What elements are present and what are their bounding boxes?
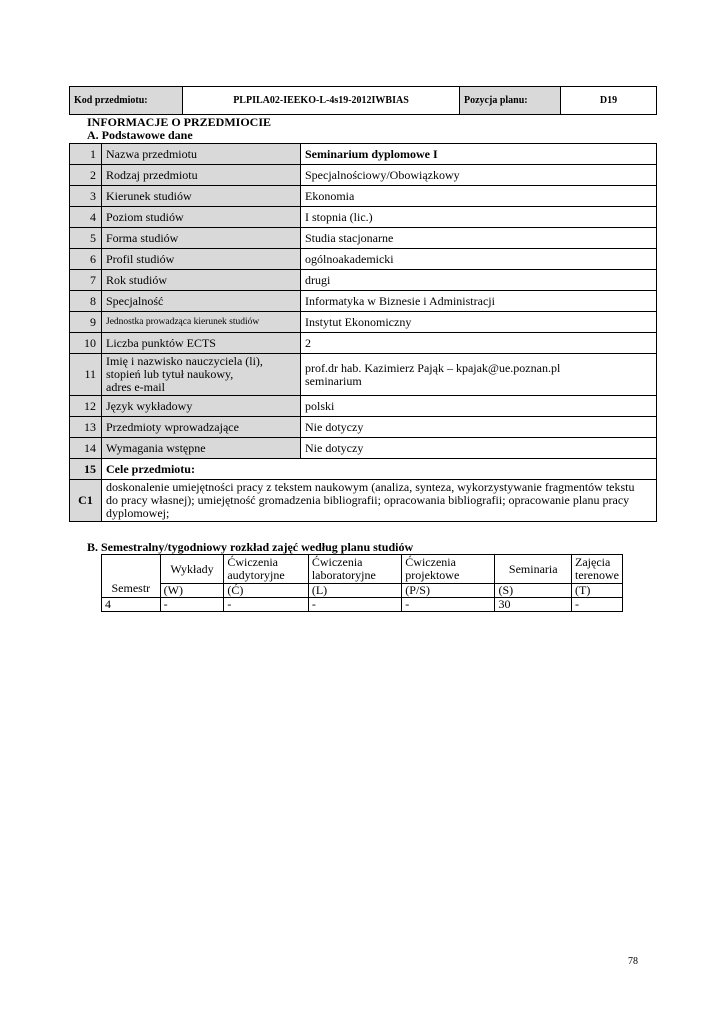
row-value: [301, 354, 657, 396]
column-abbr: (T): [572, 584, 623, 598]
header-line: laboratoryjne: [311, 568, 376, 582]
row-number: 9: [70, 312, 102, 333]
table-row: [70, 333, 657, 354]
schedule-abbr-row: [102, 584, 623, 598]
value-line: seminarium: [305, 373, 362, 388]
label-line: stopień lub tytuł naukowy,: [106, 367, 234, 381]
table-row: [70, 186, 657, 207]
table-row: [70, 207, 657, 228]
schedule-table: [101, 554, 623, 612]
row-label: Wymagania wstępne: [102, 438, 301, 459]
hours-value: 30: [495, 598, 572, 612]
header-line: Ćwiczenia: [227, 555, 278, 569]
header-line: Ćwiczenia: [311, 555, 363, 569]
column-header: Wykłady: [160, 555, 224, 584]
column-header: [572, 555, 623, 584]
table-row: [70, 354, 657, 396]
row-number: 1: [70, 144, 102, 165]
table-row: [70, 270, 657, 291]
column-abbr: (S): [495, 584, 572, 598]
goal-row: [70, 480, 657, 522]
label-line: Imię i nazwisko nauczyciela (li),: [106, 354, 263, 368]
row-label: Rodzaj przedmiotu: [102, 165, 301, 186]
hours-value: -: [402, 598, 495, 612]
row-number: 2: [70, 165, 102, 186]
table-row: [70, 396, 657, 417]
hours-value: -: [572, 598, 623, 612]
column-abbr: (L): [308, 584, 401, 598]
table-row: [70, 291, 657, 312]
row-value: I stopnia (lic.): [301, 207, 657, 228]
header-line: Ćwiczenia: [405, 555, 456, 569]
table-row: [70, 228, 657, 249]
column-header: [308, 555, 401, 584]
row-number: 12: [70, 396, 102, 417]
row-number: 8: [70, 291, 102, 312]
row-label: Język wykładowy: [102, 396, 301, 417]
table-row: [70, 312, 657, 333]
row-value: Studia stacjonarne: [301, 228, 657, 249]
goal-code: C1: [70, 480, 102, 522]
row-label: Przedmioty wprowadzające: [102, 417, 301, 438]
row-label: [102, 354, 301, 396]
row-value: 2: [301, 333, 657, 354]
course-code-value: PLPILA02-IEEKO-L-4s19-2012IWBIAS: [183, 87, 460, 115]
column-header: [224, 555, 309, 584]
goal-text: [102, 480, 657, 522]
row-number: 14: [70, 438, 102, 459]
row-label: Jednostka prowadząca kierunek studiów: [102, 312, 301, 333]
row-value: Specjalnościowy/Obowiązkowy: [301, 165, 657, 186]
table-row: [70, 144, 657, 165]
row-label: Liczba punktów ECTS: [102, 333, 301, 354]
row-number: 13: [70, 417, 102, 438]
label-line: adres e-mail: [106, 380, 165, 394]
row-number: 3: [70, 186, 102, 207]
row-value: Nie dotyczy: [301, 417, 657, 438]
goal-line: dyplomowej;: [106, 506, 170, 520]
column-header: [402, 555, 495, 584]
row-value: Informatyka w Biznesie i Administracji: [301, 291, 657, 312]
row-label: Rok studiów: [102, 270, 301, 291]
row-label: Kierunek studiów: [102, 186, 301, 207]
value-line: prof.dr hab. Kazimierz Pająk – kpajak@ue.poznan.pl: [305, 360, 561, 375]
page-number: 78: [628, 956, 638, 967]
goal-line: do pracy własnej); umiejętność gromadzenia bibliografii; opracowania bibliografii; opracowanie planu pracy: [106, 493, 630, 507]
schedule-header-row: [102, 555, 623, 584]
table-row: [70, 438, 657, 459]
row-value: ogólnoakademicki: [301, 249, 657, 270]
row-value: Nie dotyczy: [301, 438, 657, 459]
goals-title: Cele przedmiotu:: [102, 459, 657, 480]
table-row: [70, 417, 657, 438]
header-line: audytoryjne: [227, 568, 285, 582]
row-number: 7: [70, 270, 102, 291]
row-value: drugi: [301, 270, 657, 291]
row-label: Nazwa przedmiotu: [102, 144, 301, 165]
row-value: polski: [301, 396, 657, 417]
column-abbr: (P/S): [402, 584, 495, 598]
table-row: [70, 249, 657, 270]
section-b-title: B. Semestralny/tygodniowy rozkład zajęć według planu studiów: [87, 540, 414, 554]
row-value: Seminarium dyplomowe I: [301, 144, 657, 165]
section-a-title: A. Podstawowe dane: [87, 128, 193, 142]
column-abbr: (W): [160, 584, 224, 598]
course-code-table: [69, 86, 657, 115]
semester-header: Semestr: [102, 555, 161, 598]
goals-number: 15: [70, 459, 102, 480]
row-number: 10: [70, 333, 102, 354]
row-label: Forma studiów: [102, 228, 301, 249]
row-label: Poziom studiów: [102, 207, 301, 228]
hours-value: -: [160, 598, 224, 612]
hours-value: -: [224, 598, 309, 612]
row-label: Profil studiów: [102, 249, 301, 270]
row-number: 5: [70, 228, 102, 249]
goals-header-row: [70, 459, 657, 480]
table-row: [102, 598, 623, 612]
row-number: 4: [70, 207, 102, 228]
semester-value: 4: [102, 598, 161, 612]
row-label: Specjalność: [102, 291, 301, 312]
basic-data-table: [69, 143, 657, 522]
hours-value: -: [308, 598, 401, 612]
header-line: Zajęcia: [575, 555, 611, 569]
row-value: Ekonomia: [301, 186, 657, 207]
header-line: terenowe: [575, 568, 619, 582]
header-line: projektowe: [405, 568, 460, 582]
column-header: Seminaria: [495, 555, 572, 584]
table-row: [70, 165, 657, 186]
course-code-label: Kod przedmiotu:: [70, 87, 183, 115]
goal-line: doskonalenie umiejętności pracy z tekstem naukowym (analiza, synteza, wykorzystywanie fragmentów tekstu: [106, 480, 635, 494]
row-number: 6: [70, 249, 102, 270]
column-abbr: (Ć): [224, 584, 309, 598]
row-number: 11: [70, 354, 102, 396]
row-value: Instytut Ekonomiczny: [301, 312, 657, 333]
info-title: INFORMACJE O PRZEDMIOCIE: [87, 115, 272, 129]
plan-position-label: Pozycja planu:: [460, 87, 561, 115]
plan-position-value: D19: [561, 87, 657, 115]
